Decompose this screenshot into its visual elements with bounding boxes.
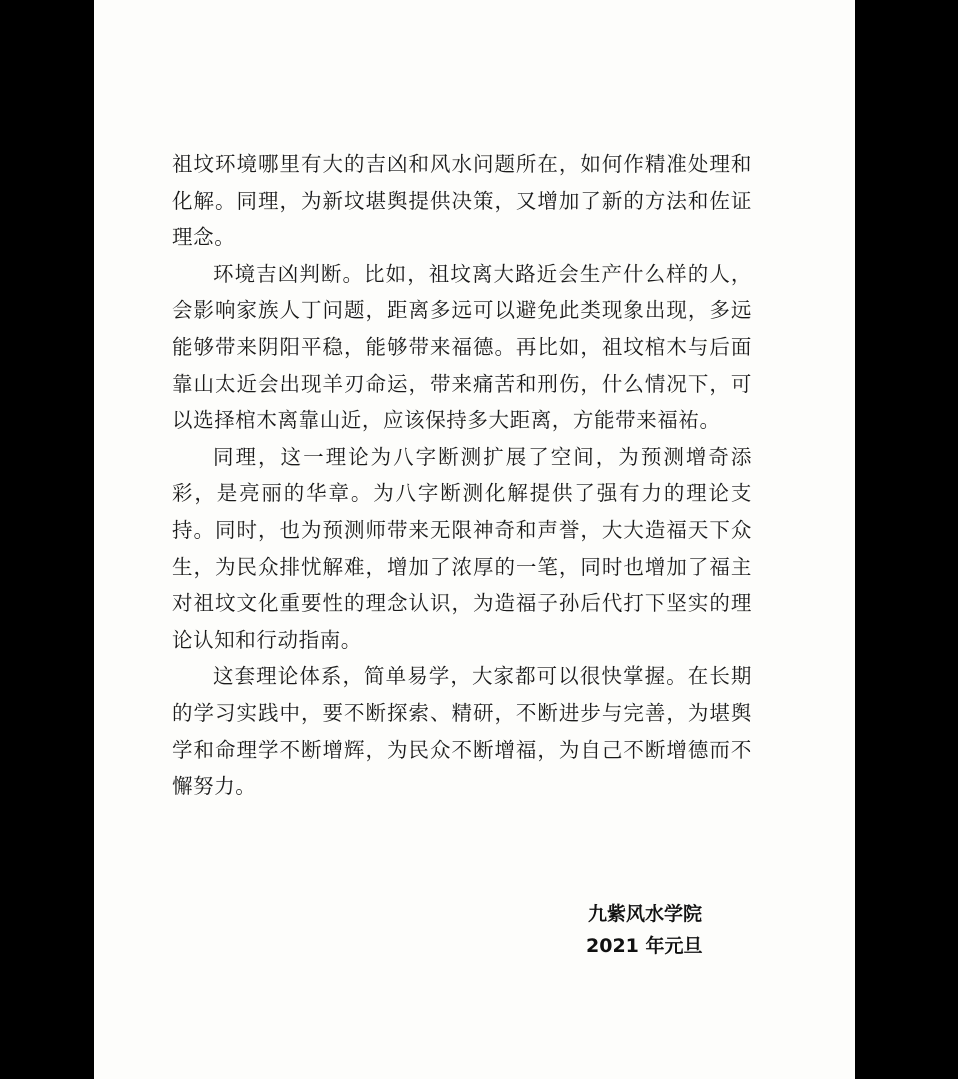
paragraph-continuation: 祖坟环境哪里有大的吉凶和风水问题所在，如何作精准处理和化解。同理，为新坟堪舆提供决策，又增加了新的方法和佐证理念。 [172,152,752,250]
paragraph-bazi-theory: 同理，这一理论为八字断测扩展了空间，为预测增奇添彩，是亮丽的华章。为八字断测化解提供了强有力的理论支持。同时，也为预测师带来无限神奇和声誉，大大造福天下众生，为民众排忧解难，增加了浓厚的一笔，同时也增加了福主对祖坟文化重要性的理念认识，为造福子孙后代打下坚实的理论认知和行动指南。 [172,444,752,652]
signature-block [586,898,726,962]
paragraph-environment-judgment: 环境吉凶判断。比如，祖坟离大路近会生产什么样的人，会影响家族人丁问题，距离多远可以避免此类现象出现，多远能够带来阴阳平稳，能够带来福德。再比如，祖坟棺木与后面靠山太近会出现羊刃命运，带来痛苦和刑伤，什么情况下，可以选择棺木离靠山近，应该保持多大距离，方能带来福祐。 [172,261,752,433]
body-text [172,146,752,805]
signature-organization: 九紫风水学院 [588,903,703,925]
signature-date: 2021 年元旦 [586,935,703,957]
paragraph-theory-system: 这套理论体系，简单易学，大家都可以很快掌握。在长期的学习实践中，要不断探索、精研，不断进步与完善，为堪舆学和命理学不断增辉，为民众不断增福，为自己不断增德而不懈努力。 [172,664,752,799]
document-page [94,0,855,1079]
